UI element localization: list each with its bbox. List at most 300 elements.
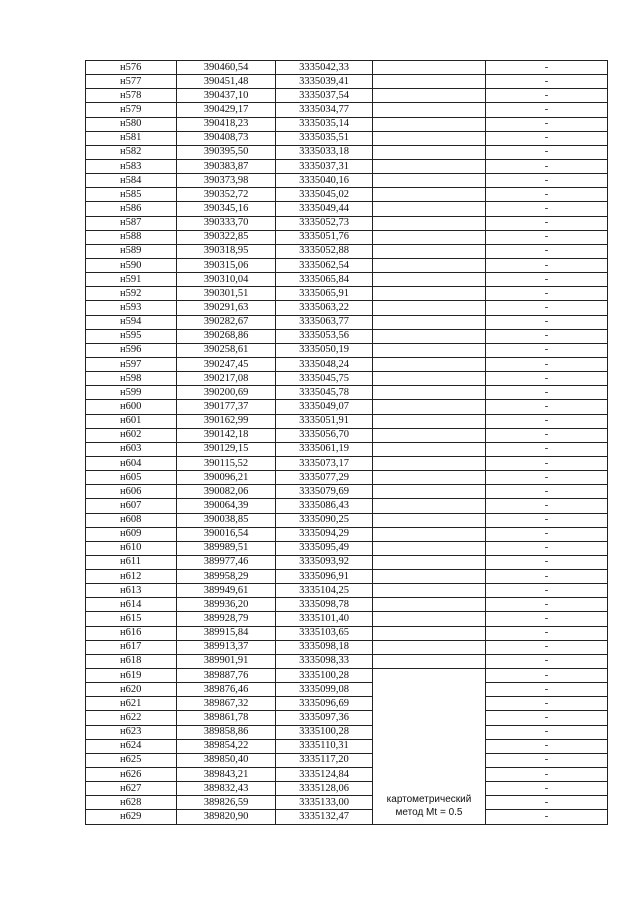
method-cell [373,626,486,640]
table-row [86,428,608,442]
point-name-cell: н604 [86,456,177,470]
point-name-cell: н587 [86,216,177,230]
note-cell: - [486,202,608,216]
y-coordinate-cell: 3335090,25 [276,513,373,527]
table-row [86,159,608,173]
note-cell: - [486,584,608,598]
method-cell [373,386,486,400]
method-cell [373,513,486,527]
table-row [86,683,608,697]
method-cell [373,329,486,343]
point-name-cell: н588 [86,230,177,244]
y-coordinate-cell: 3335079,69 [276,485,373,499]
point-name-cell: н606 [86,485,177,499]
point-name-cell: н621 [86,697,177,711]
y-coordinate-cell: 3335048,24 [276,357,373,371]
y-coordinate-cell: 3335104,25 [276,584,373,598]
y-coordinate-cell: 3335100,28 [276,669,373,683]
table-row [86,414,608,428]
table-row [86,768,608,782]
method-cell [373,75,486,89]
y-coordinate-cell: 3335128,06 [276,782,373,796]
y-coordinate-cell: 3335093,92 [276,555,373,569]
method-cell [373,258,486,272]
y-coordinate-cell: 3335045,78 [276,386,373,400]
method-cell [373,372,486,386]
y-coordinate-cell: 3335101,40 [276,612,373,626]
y-coordinate-cell: 3335056,70 [276,428,373,442]
table-row [86,202,608,216]
method-cell [373,485,486,499]
y-coordinate-cell: 3335051,91 [276,414,373,428]
point-name-cell: н586 [86,202,177,216]
note-cell: - [486,683,608,697]
x-coordinate-cell: 390038,85 [177,513,276,527]
method-cell [373,131,486,145]
y-coordinate-cell: 3335061,19 [276,442,373,456]
y-coordinate-cell: 3335037,54 [276,89,373,103]
point-name-cell: н615 [86,612,177,626]
x-coordinate-cell: 390142,18 [177,428,276,442]
table-row [86,499,608,513]
table-row [86,244,608,258]
note-cell: - [486,159,608,173]
x-coordinate-cell: 390082,06 [177,485,276,499]
method-cell [373,428,486,442]
x-coordinate-cell: 390315,06 [177,258,276,272]
x-coordinate-cell: 389876,46 [177,683,276,697]
method-cell [373,61,486,75]
x-coordinate-cell: 390352,72 [177,188,276,202]
x-coordinate-cell: 390200,69 [177,386,276,400]
method-cell [373,89,486,103]
method-cell [373,471,486,485]
x-coordinate-cell: 389977,46 [177,555,276,569]
method-cell [373,216,486,230]
method-cell [373,400,486,414]
point-name-cell: н626 [86,768,177,782]
x-coordinate-cell: 389958,29 [177,570,276,584]
note-cell: - [486,697,608,711]
point-name-cell: н576 [86,61,177,75]
table-row [86,782,608,796]
note-cell: - [486,654,608,668]
table-row [86,386,608,400]
table-row [86,513,608,527]
x-coordinate-cell: 389913,37 [177,640,276,654]
y-coordinate-cell: 3335052,88 [276,244,373,258]
point-name-cell: н577 [86,75,177,89]
point-name-cell: н610 [86,541,177,555]
table-row [86,230,608,244]
point-name-cell: н613 [86,584,177,598]
method-cell [373,202,486,216]
point-name-cell: н618 [86,654,177,668]
x-coordinate-cell: 389989,51 [177,541,276,555]
y-coordinate-cell: 3335045,02 [276,188,373,202]
y-coordinate-cell: 3335117,20 [276,753,373,767]
point-name-cell: н624 [86,739,177,753]
table-row [86,372,608,386]
table-row [86,471,608,485]
x-coordinate-cell: 390437,10 [177,89,276,103]
y-coordinate-cell: 3335096,91 [276,570,373,584]
note-cell: - [486,570,608,584]
x-coordinate-cell: 389928,79 [177,612,276,626]
point-name-cell: н600 [86,400,177,414]
y-coordinate-cell: 3335095,49 [276,541,373,555]
y-coordinate-cell: 3335040,16 [276,174,373,188]
note-cell: - [486,145,608,159]
table-row [86,103,608,117]
note-cell: - [486,230,608,244]
x-coordinate-cell: 389949,61 [177,584,276,598]
note-cell: - [486,131,608,145]
y-coordinate-cell: 3335103,65 [276,626,373,640]
point-name-cell: н607 [86,499,177,513]
method-cell [373,669,486,825]
x-coordinate-cell: 390373,98 [177,174,276,188]
table-row [86,753,608,767]
table-row [86,301,608,315]
point-name-cell: н602 [86,428,177,442]
y-coordinate-cell: 3335073,17 [276,456,373,470]
point-name-cell: н595 [86,329,177,343]
note-cell: - [486,456,608,470]
table-row [86,541,608,555]
x-coordinate-cell: 390301,51 [177,287,276,301]
method-name: картометрический [386,794,472,806]
y-coordinate-cell: 3335086,43 [276,499,373,513]
x-coordinate-cell: 389915,84 [177,626,276,640]
x-coordinate-cell: 390318,95 [177,244,276,258]
method-cell [373,174,486,188]
x-coordinate-cell: 390460,54 [177,61,276,75]
y-coordinate-cell: 3335063,22 [276,301,373,315]
table-row [86,570,608,584]
note-cell: - [486,103,608,117]
point-name-cell: н594 [86,315,177,329]
x-coordinate-cell: 389867,32 [177,697,276,711]
method-cell [373,287,486,301]
y-coordinate-cell: 3335049,44 [276,202,373,216]
x-coordinate-cell: 389887,76 [177,669,276,683]
coordinates-table-body [86,61,608,825]
table-row [86,117,608,131]
table-row [86,810,608,824]
note-cell: - [486,386,608,400]
method-cell [373,117,486,131]
x-coordinate-cell: 390177,37 [177,400,276,414]
method-cell [373,273,486,287]
y-coordinate-cell: 3335065,84 [276,273,373,287]
method-cell [373,244,486,258]
table-row [86,315,608,329]
x-coordinate-cell: 390268,86 [177,329,276,343]
note-cell: - [486,75,608,89]
table-row [86,485,608,499]
x-coordinate-cell: 390064,39 [177,499,276,513]
point-name-cell: н625 [86,753,177,767]
point-name-cell: н603 [86,442,177,456]
y-coordinate-cell: 3335053,56 [276,329,373,343]
method-cell [373,640,486,654]
point-name-cell: н629 [86,810,177,824]
method-cell [373,442,486,456]
x-coordinate-cell: 389861,78 [177,711,276,725]
point-name-cell: н612 [86,570,177,584]
y-coordinate-cell: 3335132,47 [276,810,373,824]
x-coordinate-cell: 390096,21 [177,471,276,485]
method-cell [373,598,486,612]
note-cell: - [486,400,608,414]
method-cell [373,414,486,428]
point-name-cell: н583 [86,159,177,173]
y-coordinate-cell: 3335133,00 [276,796,373,810]
note-cell: - [486,471,608,485]
y-coordinate-cell: 3335034,77 [276,103,373,117]
note-cell: - [486,669,608,683]
x-coordinate-cell: 390418,23 [177,117,276,131]
method-cell [373,301,486,315]
x-coordinate-cell: 390129,15 [177,442,276,456]
x-coordinate-cell: 389843,21 [177,768,276,782]
y-coordinate-cell: 3335039,41 [276,75,373,89]
x-coordinate-cell: 390333,70 [177,216,276,230]
table-row [86,584,608,598]
table-row [86,174,608,188]
table-row [86,527,608,541]
x-coordinate-cell: 390395,50 [177,145,276,159]
point-name-cell: н598 [86,372,177,386]
table-row [86,626,608,640]
note-cell: - [486,753,608,767]
note-cell: - [486,513,608,527]
note-cell: - [486,442,608,456]
table-row [86,357,608,371]
note-cell: - [486,216,608,230]
point-name-cell: н620 [86,683,177,697]
method-cell [373,584,486,598]
x-coordinate-cell: 390016,54 [177,527,276,541]
method-cell [373,103,486,117]
table-row [86,456,608,470]
note-cell: - [486,372,608,386]
point-name-cell: н597 [86,357,177,371]
table-row [86,555,608,569]
point-name-cell: н580 [86,117,177,131]
x-coordinate-cell: 390115,52 [177,456,276,470]
note-cell: - [486,301,608,315]
method-cell [373,499,486,513]
note-cell: - [486,612,608,626]
x-coordinate-cell: 390217,08 [177,372,276,386]
y-coordinate-cell: 3335035,14 [276,117,373,131]
point-name-cell: н582 [86,145,177,159]
y-coordinate-cell: 3335062,54 [276,258,373,272]
method-cell [373,541,486,555]
table-row [86,61,608,75]
y-coordinate-cell: 3335110,31 [276,739,373,753]
point-name-cell: н590 [86,258,177,272]
point-name-cell: н579 [86,103,177,117]
note-cell: - [486,188,608,202]
x-coordinate-cell: 389854,22 [177,739,276,753]
table-row [86,329,608,343]
point-name-cell: н616 [86,626,177,640]
point-name-cell: н589 [86,244,177,258]
x-coordinate-cell: 389850,40 [177,753,276,767]
note-cell: - [486,117,608,131]
x-coordinate-cell: 390282,67 [177,315,276,329]
point-name-cell: н591 [86,273,177,287]
y-coordinate-cell: 3335096,69 [276,697,373,711]
point-name-cell: н628 [86,796,177,810]
note-cell: - [486,626,608,640]
x-coordinate-cell: 390162,99 [177,414,276,428]
x-coordinate-cell: 389820,90 [177,810,276,824]
point-name-cell: н611 [86,555,177,569]
method-cell [373,527,486,541]
y-coordinate-cell: 3335098,78 [276,598,373,612]
y-coordinate-cell: 3335063,77 [276,315,373,329]
note-cell: - [486,725,608,739]
note-cell: - [486,782,608,796]
x-coordinate-cell: 389858,86 [177,725,276,739]
table-row [86,145,608,159]
note-cell: - [486,343,608,357]
method-cell [373,612,486,626]
x-coordinate-cell: 390383,87 [177,159,276,173]
x-coordinate-cell: 389901,91 [177,654,276,668]
note-cell: - [486,357,608,371]
point-name-cell: н592 [86,287,177,301]
x-coordinate-cell: 389826,59 [177,796,276,810]
note-cell: - [486,258,608,272]
note-cell: - [486,711,608,725]
y-coordinate-cell: 3335052,73 [276,216,373,230]
note-cell: - [486,244,608,258]
note-cell: - [486,287,608,301]
method-cell [373,315,486,329]
y-coordinate-cell: 3335100,28 [276,725,373,739]
table-row [86,612,608,626]
y-coordinate-cell: 3335042,33 [276,61,373,75]
note-cell: - [486,273,608,287]
y-coordinate-cell: 3335065,91 [276,287,373,301]
x-coordinate-cell: 390408,73 [177,131,276,145]
x-coordinate-cell: 390258,61 [177,343,276,357]
note-cell: - [486,329,608,343]
table-row [86,75,608,89]
y-coordinate-cell: 3335077,29 [276,471,373,485]
point-name-cell: н596 [86,343,177,357]
y-coordinate-cell: 3335045,75 [276,372,373,386]
point-name-cell: н601 [86,414,177,428]
x-coordinate-cell: 390291,63 [177,301,276,315]
table-row [86,796,608,810]
point-name-cell: н593 [86,301,177,315]
note-cell: - [486,89,608,103]
method-cell [373,343,486,357]
method-cell [373,654,486,668]
y-coordinate-cell: 3335033,18 [276,145,373,159]
table-row [86,273,608,287]
point-name-cell: н627 [86,782,177,796]
y-coordinate-cell: 3335051,76 [276,230,373,244]
note-cell: - [486,640,608,654]
table-row [86,343,608,357]
method-cell [373,159,486,173]
x-coordinate-cell: 390429,17 [177,103,276,117]
note-cell: - [486,315,608,329]
method-cell [373,145,486,159]
x-coordinate-cell: 389936,20 [177,598,276,612]
x-coordinate-cell: 390247,45 [177,357,276,371]
point-name-cell: н623 [86,725,177,739]
table-row [86,400,608,414]
table-row [86,739,608,753]
x-coordinate-cell: 390322,85 [177,230,276,244]
note-cell: - [486,541,608,555]
y-coordinate-cell: 3335037,31 [276,159,373,173]
note-cell: - [486,796,608,810]
table-row [86,711,608,725]
point-name-cell: н584 [86,174,177,188]
note-cell: - [486,810,608,824]
table-row [86,725,608,739]
point-name-cell: н622 [86,711,177,725]
y-coordinate-cell: 3335098,18 [276,640,373,654]
table-row [86,640,608,654]
method-cell [373,188,486,202]
table-row [86,598,608,612]
point-name-cell: н605 [86,471,177,485]
table-row [86,697,608,711]
table-row [86,287,608,301]
note-cell: - [486,527,608,541]
point-name-cell: н581 [86,131,177,145]
y-coordinate-cell: 3335050,19 [276,343,373,357]
table-row [86,258,608,272]
note-cell: - [486,61,608,75]
coordinates-table [85,60,608,825]
point-name-cell: н619 [86,669,177,683]
method-cell [373,357,486,371]
note-cell: - [486,739,608,753]
method-cell [373,456,486,470]
table-row [86,89,608,103]
method-cell [373,555,486,569]
table-row [86,216,608,230]
note-cell: - [486,768,608,782]
note-cell: - [486,428,608,442]
table-row [86,188,608,202]
point-name-cell: н609 [86,527,177,541]
y-coordinate-cell: 3335094,29 [276,527,373,541]
note-cell: - [486,485,608,499]
x-coordinate-cell: 390310,04 [177,273,276,287]
point-name-cell: н614 [86,598,177,612]
note-cell: - [486,174,608,188]
note-cell: - [486,499,608,513]
x-coordinate-cell: 389832,43 [177,782,276,796]
table-row [86,131,608,145]
y-coordinate-cell: 3335099,08 [276,683,373,697]
x-coordinate-cell: 390451,48 [177,75,276,89]
y-coordinate-cell: 3335035,51 [276,131,373,145]
x-coordinate-cell: 390345,16 [177,202,276,216]
